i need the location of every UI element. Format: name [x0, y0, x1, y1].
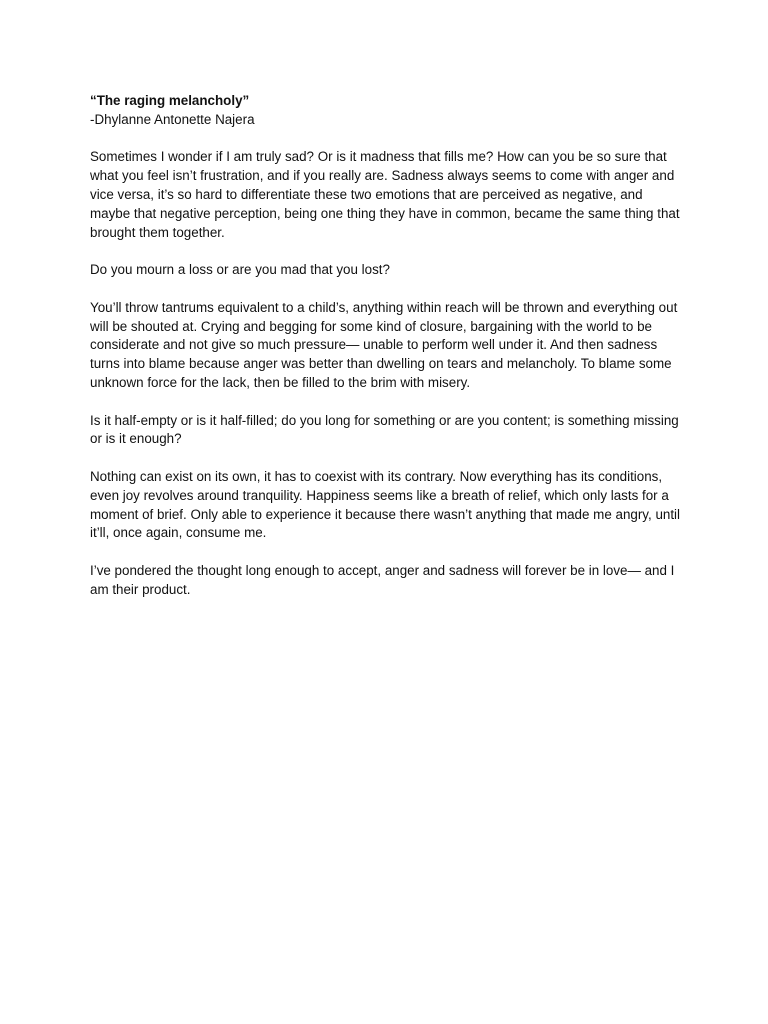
paragraph-3: You’ll throw tantrums equivalent to a child’s, anything within reach will be thrown and everything out will be shouted at. Crying and begging for some kind of closure, bargaining with the world to be considerate and not give so much pressure— unable to perform well under it. And then sadness turns into blame because anger was better than dwelling on tears and melancholy. To blame some unknown force for the lack, then be filled to the brim with misery. [90, 299, 678, 390]
paragraph-2: Do you mourn a loss or are you mad that you lost? [90, 262, 390, 278]
document-title: “The raging melancholy” [90, 93, 250, 108]
document-author: -Dhylanne Antonette Najera [90, 111, 255, 127]
document-page [90, 92, 680, 618]
paragraph-6: I’ve pondered the thought long enough to accept, anger and sadness will forever be in love— and I am their product. [90, 562, 675, 597]
paragraph-5: Nothing can exist on its own, it has to coexist with its contrary. Now everything has its conditions, even joy revolves around tranquility. Happiness seems like a breath of relief, which only lasts for a moment of brief. Only able to experience it because there wasn’t anything that made me angry, until it’ll, once again, consume me. [90, 468, 681, 541]
paragraph-4: Is it half-empty or is it half-filled; do you long for something or are you content; is something missing or is it enough? [90, 412, 679, 447]
paragraph-1: Sometimes I wonder if I am truly sad? Or is it madness that fills me? How can you be so sure that what you feel isn’t frustration, and if you really are. Sadness always seems to come with anger and vice versa, it’s so hard to differentiate these two emotions that are perceived as negative, and maybe that negative perception, being one thing they have in common, became the same thing that brought them together. [90, 149, 680, 240]
